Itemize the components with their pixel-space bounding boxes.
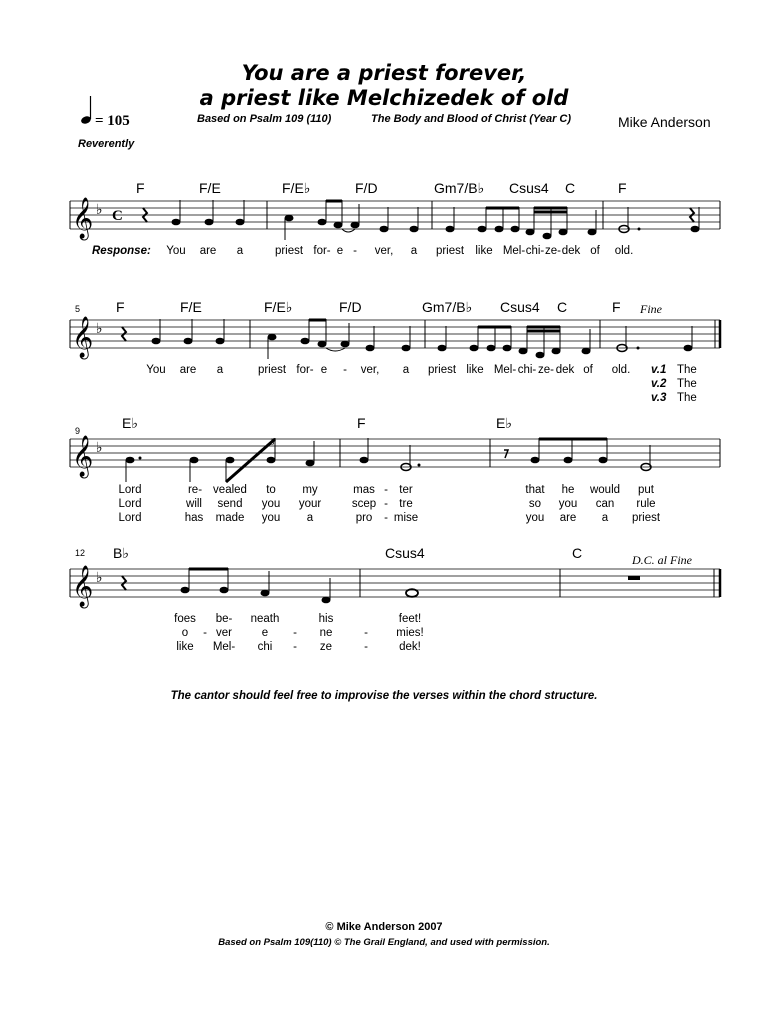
lyric: like (176, 641, 194, 653)
svg-text:𝄞: 𝄞 (72, 436, 94, 477)
lyric: of (590, 245, 600, 257)
chord: F/E (180, 299, 202, 315)
response-label: Response: (92, 245, 151, 257)
lyric: be- (215, 613, 233, 625)
lyric: e (261, 627, 269, 639)
lyric: chi- (525, 245, 545, 257)
lyric: a (216, 364, 224, 376)
psalm-source: Based on Psalm 109 (110) (197, 113, 332, 125)
lyric: he (561, 484, 575, 496)
lyric: are (559, 512, 577, 524)
lyric: vealed (213, 484, 247, 496)
lyric: that (525, 484, 545, 496)
lyric: ze- (545, 245, 561, 257)
lyric: feet! (398, 613, 422, 625)
svg-text:𝄞: 𝄞 (72, 317, 94, 358)
lyric: you (558, 498, 578, 510)
title-line-2: a priest like Melchizedek of old (199, 86, 569, 110)
chord: Csus4 (500, 299, 540, 315)
svg-text:♭: ♭ (96, 440, 103, 456)
lyric: re- (187, 484, 203, 496)
lyric: a (402, 364, 410, 376)
lyric: - (343, 364, 347, 376)
copyright: © Mike Anderson 2007 (325, 921, 443, 933)
lyric: old. (611, 364, 631, 376)
lyric: ter (399, 484, 413, 496)
lyric: - (384, 484, 388, 496)
lyric: like (466, 364, 484, 376)
measure-number: 5 (75, 304, 81, 314)
lyric: send (217, 498, 243, 510)
lyric: You (146, 364, 166, 376)
chord: F/E♭ (264, 299, 293, 315)
lyric: has (184, 512, 204, 524)
lyric: e (320, 364, 328, 376)
lyric: put (638, 484, 654, 496)
lyric: chi- (517, 364, 537, 376)
permission-note: Based on Psalm 109(110) © The Grail England, and used with permission. (218, 937, 550, 948)
chord: Csus4 (385, 545, 425, 561)
chord: F/D (339, 299, 362, 315)
lyric: old. (614, 245, 634, 257)
verse-word: The (677, 364, 697, 376)
lyric: so (528, 498, 542, 510)
lyric: are (179, 364, 197, 376)
lyric: o (181, 627, 189, 639)
lyric: can (595, 498, 615, 510)
tempo-marking: = 105 (95, 113, 130, 129)
lyric: a (601, 512, 609, 524)
svg-text:3: 3 (270, 437, 275, 447)
lyric: my (302, 484, 318, 496)
lyric: ver, (360, 364, 380, 376)
lyric: - (384, 498, 388, 510)
verse-label: v.2 (651, 378, 667, 390)
chord: F (612, 299, 621, 315)
svg-text:𝄞: 𝄞 (72, 566, 94, 607)
lyric: for- (313, 245, 331, 257)
lyric: scep (351, 498, 377, 510)
verse-label: v.1 (651, 364, 667, 376)
svg-text:♭: ♭ (96, 321, 103, 337)
title-line-1: You are a priest forever, (241, 61, 527, 85)
svg-text:♭: ♭ (96, 570, 103, 586)
lyric: made (215, 512, 245, 524)
chord: F/E (199, 180, 221, 196)
svg-text:𝄞: 𝄞 (72, 198, 94, 239)
chord: Csus4 (509, 180, 549, 196)
lyric: neath (250, 613, 280, 625)
lyric: priest (427, 364, 457, 376)
feast-name: The Body and Blood of Christ (Year C) (371, 113, 572, 125)
lyric: - (384, 512, 388, 524)
chord: F (136, 180, 145, 196)
lyric: priest (274, 245, 304, 257)
lyric: a (236, 245, 244, 257)
verse-word: The (677, 392, 697, 404)
chord: Gm7/B♭ (422, 299, 473, 315)
lyric: - (353, 245, 357, 257)
lyric: - (293, 641, 297, 653)
lyric: ne (319, 627, 333, 639)
lyric: - (364, 627, 368, 639)
expression-marking: Reverently (78, 138, 135, 150)
chord: F/D (355, 180, 378, 196)
svg-text:♭: ♭ (96, 202, 103, 218)
lyric: to (266, 484, 276, 496)
verse-word: The (677, 378, 697, 390)
lyric: you (261, 512, 281, 524)
lyric: a (306, 512, 314, 524)
lyric: ver, (374, 245, 394, 257)
chord: F/E♭ (282, 180, 311, 196)
lyric: mas (353, 484, 375, 496)
cantor-note: The cantor should feel free to improvise the verses within the chord structure. (170, 690, 598, 702)
lyric: pro (355, 512, 373, 524)
lyric: you (261, 498, 281, 510)
chord: B♭ (113, 545, 129, 561)
lyric: tre (399, 498, 413, 510)
lyric: will (186, 498, 202, 510)
lyric: would (589, 484, 621, 496)
lyric: ze- (538, 364, 554, 376)
lyric: Mel- (493, 364, 517, 376)
measure-number: 9 (75, 426, 81, 436)
measure-number: 12 (75, 548, 86, 558)
chord: E♭ (496, 415, 512, 431)
lyric: Lord (118, 484, 142, 496)
lyric: dek (555, 364, 575, 376)
svg-text:C: C (112, 208, 123, 224)
lyric: his (318, 613, 334, 625)
lyric: foes (174, 613, 196, 625)
composer: Mike Anderson (618, 114, 711, 130)
lyric: You (166, 245, 186, 257)
fine-marking: Fine (640, 302, 662, 316)
verse-label: v.3 (651, 392, 667, 404)
lyric: of (583, 364, 593, 376)
verse-3-line-1 (0, 512, 768, 528)
chord: E♭ (122, 415, 138, 431)
lyric: dek (561, 245, 581, 257)
chord: F (618, 180, 627, 196)
lyric: mies! (396, 627, 424, 639)
chord: C (557, 299, 568, 315)
chord: C (565, 180, 576, 196)
lyric: priest (631, 512, 661, 524)
lyric: priest (435, 245, 465, 257)
lyric: Lord (118, 498, 142, 510)
chord: C (572, 545, 583, 561)
lyric: like (475, 245, 493, 257)
chord: F (357, 415, 366, 431)
lyric: mise (393, 512, 419, 524)
lyric: your (298, 498, 322, 510)
verse-3-line-2 (0, 641, 768, 657)
lyric: - (293, 627, 297, 639)
lyric: ver (216, 627, 232, 639)
lyric: for- (296, 364, 314, 376)
lyric: a (410, 245, 418, 257)
lyric: you (525, 512, 545, 524)
lyric: are (199, 245, 217, 257)
lyric: Mel- (212, 641, 236, 653)
chord: Gm7/B♭ (434, 180, 485, 196)
chord: F (116, 299, 125, 315)
lyric: e (336, 245, 344, 257)
lyric: priest (257, 364, 287, 376)
lyric: Lord (118, 512, 142, 524)
lyric: - (364, 641, 368, 653)
lyric: ze (319, 641, 333, 653)
lyric: rule (636, 498, 656, 510)
lyrics-response-1 (0, 245, 768, 261)
lyric: - (203, 627, 207, 639)
lyric: Mel- (502, 245, 526, 257)
dc-al-fine: D.C. al Fine (632, 553, 692, 567)
lyric: chi (257, 641, 273, 653)
lyric: dek! (399, 641, 421, 653)
